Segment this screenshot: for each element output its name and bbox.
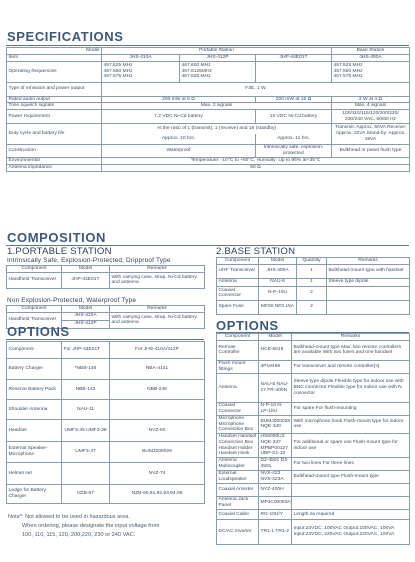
table-row	[7, 380, 205, 400]
opt-right-model: NYZ-400H	[259, 484, 292, 497]
options-right-header-row	[217, 334, 410, 341]
opt-left-remarks: NVZ-74	[110, 463, 205, 485]
table-row	[217, 510, 410, 520]
base-cell-model: N-P-10U	[259, 286, 297, 300]
environmental-label: Environmental	[7, 158, 102, 165]
base-cell-quantity: 2	[297, 300, 327, 314]
opt-left-remarks: BUMJ000029	[110, 442, 205, 463]
opt-right-component: Coaxial Connector	[217, 402, 259, 415]
base-cell-component: Coaxial Connector	[217, 286, 259, 300]
table-row	[217, 471, 410, 484]
duty-ratio: At the ratio of 1 (transmit), 1 (receive) and 18 (standby)	[102, 124, 332, 135]
emission-value: F3E, 1 W	[102, 82, 410, 96]
base-col-remarks: Remarks	[327, 258, 410, 265]
spec-row-emission	[7, 82, 410, 96]
tone-label: Tone squelch signals	[7, 103, 102, 110]
nonexp-header-row	[7, 306, 205, 313]
intrinsic-col-remarks: Remarks	[110, 266, 205, 273]
spec-row-duty	[7, 124, 410, 135]
opt-right-component: Flush mount fittings	[217, 360, 259, 373]
spec-row-power	[7, 110, 410, 124]
table-row	[7, 485, 205, 504]
model-jhs-412p: JHS-412P	[180, 54, 256, 61]
power-portable: 7.2 VDC Ni-Cd battery	[102, 110, 256, 124]
model-jhp-44e01t: JHP-44E01T	[256, 54, 332, 61]
opt-col-component: Component	[217, 334, 259, 341]
spec-row-construction	[7, 145, 410, 158]
opt-right-component: Coaxial Arrester	[217, 484, 259, 497]
impedance-value: 50 Ω	[102, 164, 410, 171]
duty-410: Approx. 10 hrs.	[102, 134, 256, 145]
freq-410-2: 457.550 MHz	[103, 68, 133, 74]
freq-410-3: 457.575 MHz	[103, 74, 133, 80]
table-row	[7, 463, 205, 485]
table-row	[217, 373, 410, 402]
portable-station-label: Portable Station	[102, 48, 332, 55]
opt-right-remarks: For additional or spare use Flush-mount type for indoor use	[292, 434, 410, 458]
base-cell-component: Antenna	[217, 278, 259, 286]
model-jhs-410a: JHS-410A	[102, 54, 180, 61]
opt-right-model: N-P-10 N-LP-10U	[259, 402, 292, 415]
duty-label: Duty cycle and battery life	[7, 124, 102, 145]
nonexp-heading: Non Explosion-Protected, Waterproof Type	[7, 297, 137, 304]
nonexp-remarks: With carrying case, strap, Ni-Cd battery and antenna	[110, 312, 205, 328]
freq-400-1: 457.525 MHz	[333, 62, 363, 68]
base-col-component: Component	[217, 258, 259, 265]
base-cell-component: Spare Fuse	[217, 300, 259, 314]
base-cell-remarks	[327, 300, 410, 314]
opt-left-model	[62, 463, 110, 485]
opt-left-model: UMF3-37	[62, 442, 110, 463]
composition-title: COMPOSITION	[7, 230, 107, 245]
opt-col-remarks: Remarks	[292, 334, 410, 341]
construction-label: Construction	[7, 145, 102, 158]
impedance-label: Antenna impedance	[7, 164, 102, 171]
emission-label: Type of emission and power output	[7, 82, 102, 96]
base-col-model: Model	[259, 258, 297, 265]
opt-right-model: HS6000U3 NQE-347 MPBP00127 UBP-S1-10	[259, 434, 292, 458]
portable-station-heading: 1.PORTABLE STATION	[7, 246, 112, 257]
nonexp-col-remarks: Remarks	[110, 306, 205, 313]
opt-right-component: Microphone Microphone Connection Box	[217, 415, 259, 433]
table-row	[217, 360, 410, 373]
footnote-line-1: Note*: Not allowed to be used in hazardous area.	[8, 514, 130, 520]
opt-right-model: D2-4501 D3-4501	[259, 458, 292, 471]
opt-right-remarks: Input:24VDC, 100VAC Output:100VAC, 100VA Input:24VDC, 220VAC Output:220VAC, 100VA	[292, 520, 410, 545]
model-label: Model	[7, 48, 102, 55]
options-title-right: OPTIONS	[216, 318, 279, 333]
opt-left-component: Headset	[7, 420, 62, 442]
options-title-left: OPTIONS	[7, 324, 70, 339]
item-label: Item	[7, 54, 102, 61]
duty-base: Transmit: Approx. 50VA Receive: Approx. 22VA Stand-by: Approx. 19VA	[332, 124, 410, 145]
spec-model-row	[7, 54, 410, 61]
construction-base: Bulkhead or panel flush type	[332, 145, 410, 158]
opt-left-component: Battery Charger	[7, 359, 62, 380]
table-row	[7, 312, 205, 320]
freq-400-2: 457.550 MHz	[333, 68, 363, 74]
construction-44: Intrinsically safe, explosion-protected	[256, 145, 332, 158]
intrinsic-col-model: Model	[62, 266, 110, 273]
options-rule-left	[6, 339, 204, 340]
opt-right-model: NCE-6019	[259, 340, 292, 360]
opt-right-model: TR1-1 TR1-2	[259, 520, 292, 545]
opt-right-remarks: For transceiver and remote controller(s)	[292, 360, 410, 373]
intrinsic-remarks: With carrying case, strap, Ni-Cd battery and antenna	[110, 272, 205, 288]
table-row	[217, 484, 410, 497]
rated-portable: 200 mW at 8 Ω	[102, 96, 256, 103]
spec-row-frequencies	[7, 61, 410, 82]
rated-base: 2 W at 4 Ω	[332, 96, 410, 103]
opt-left-model: *NBB-146	[62, 359, 110, 380]
rated-label: Rated audio output	[7, 96, 102, 103]
opt-right-remarks: Bulkhead-mount type Max. two remote controllers are available With two fuses and one handset	[292, 340, 410, 360]
environmental-value: Temperature: -10°C to +50°C, Humidity: Up to 95% at+35°C	[102, 158, 410, 165]
intrinsic-component: Handheld Transceiver	[7, 272, 62, 288]
opt-left-component: Component	[7, 342, 62, 359]
opt-right-component: Antenna	[217, 373, 259, 402]
spec-header-row	[7, 48, 410, 55]
opt-left-component: Helmet set	[7, 463, 62, 485]
tone-portable: Max. 2 signals	[102, 103, 332, 110]
spec-row-environmental	[7, 158, 410, 165]
table-row	[217, 434, 410, 458]
base-cell-quantity: 2	[297, 286, 327, 300]
intrinsic-heading: Intrinsically Safe, Explosion-Protected, Dripproof Type	[7, 257, 171, 264]
base-cell-quantity: 1	[297, 278, 327, 286]
base-cell-quantity: 1	[297, 264, 327, 278]
specifications-table	[6, 47, 410, 172]
table-row	[7, 272, 205, 288]
base-cell-model: JHS-400A	[259, 264, 297, 278]
opt-right-model: NAU-5 NAU-17 FR-400N	[259, 373, 292, 402]
duty-44: Approx. 11 hrs.	[256, 134, 332, 145]
table-row	[7, 442, 205, 463]
freq-label: Operating frequencies	[7, 61, 102, 82]
opt-left-model: NBB-143	[62, 380, 110, 400]
opt-right-component: External Loudspeaker	[217, 471, 259, 484]
opt-right-remarks: Length as required	[292, 510, 410, 520]
opt-right-remarks: Sleeve type dipole Flexible type for indoor use with BNC connector Flexible type for indoor use with N connector	[292, 373, 410, 402]
base-station-label: Base Station	[332, 48, 410, 55]
base-col-quantity: Quantity	[297, 258, 327, 265]
base-cell-remarks: Bulkhead-mount type with handset	[327, 264, 410, 278]
opt-right-remarks: For two lines For three lines	[292, 458, 410, 471]
table-row	[217, 497, 410, 510]
base-cell-remarks: Sleeve type dipole	[327, 278, 410, 286]
base-station-heading: 2.BASE STATION	[216, 246, 296, 257]
opt-right-remarks	[292, 484, 410, 497]
options-left-table	[6, 341, 205, 504]
opt-right-remarks	[292, 497, 410, 510]
opt-left-remarks: NZB-90,91,92,93,94,95	[110, 485, 205, 504]
base-station-table	[216, 257, 410, 315]
nonexp-col-model: Model	[62, 306, 110, 313]
power-base: 100/110/115/120/200/220/ 230/240 VAC, 50/60 Hz	[332, 110, 410, 124]
table-row	[217, 458, 410, 471]
intrinsic-table	[6, 265, 205, 289]
table-row	[7, 342, 205, 359]
opt-left-model: UMF3-35 UMF3-38	[62, 420, 110, 442]
table-row	[217, 264, 410, 278]
opt-left-component: Shoulder Antenna	[7, 400, 62, 420]
opt-left-remarks: NBA-4141	[110, 359, 205, 380]
opt-right-component: Coaxial Cable	[217, 510, 259, 520]
table-row	[217, 415, 410, 433]
opt-right-model: BUMJ000028 NQE-340	[259, 415, 292, 433]
opt-right-component: Antenna Multicoupler	[217, 458, 259, 471]
intrinsic-header-row	[7, 266, 205, 273]
model-jhs-400a: JHS-400A	[332, 54, 410, 61]
nonexp-component: Handheld Transceiver	[7, 312, 62, 328]
freq-410-1: 457.525 MHz	[103, 62, 133, 68]
footnote-line-2: When ordering, please designate the input voltage from	[22, 523, 160, 529]
opt-left-component: External Speaker-Microphone	[7, 442, 62, 463]
power-label: Power requirement	[7, 110, 102, 124]
table-row	[217, 286, 410, 300]
opt-col-model: Model	[259, 334, 292, 341]
rated-44: 200 mW at 16 Ω	[256, 96, 332, 103]
opt-right-model: MPJC00083A	[259, 497, 292, 510]
opt-right-model: NVS-423 NVS-423A	[259, 471, 292, 484]
specifications-rule	[6, 45, 409, 46]
intrinsic-col-component: Component	[7, 266, 62, 273]
freq-412-2: 467.6125MHz	[181, 68, 212, 74]
opt-left-remarks: NVZ-60	[110, 420, 205, 442]
opt-right-model: 4P16498	[259, 360, 292, 373]
freq-400-3: 457.575 MHz	[333, 74, 363, 80]
freq-412-3: 467.625 MHz	[181, 74, 211, 80]
base-header-row	[217, 258, 410, 265]
opt-left-remarks: For JHS-410A/412P	[110, 342, 205, 359]
opt-right-component: Handset Handset Connection Box Handset Holder Handset Hook	[217, 434, 259, 458]
nonexp-model-412: JHS-412P	[62, 320, 110, 328]
opt-right-component: Remote Controller	[217, 340, 259, 360]
table-row	[217, 278, 410, 286]
nonexp-model-410: JHS-410A	[62, 312, 110, 320]
freq-44-empty	[256, 61, 332, 82]
spec-row-tone	[7, 103, 410, 110]
table-row	[217, 520, 410, 545]
base-cell-remarks	[327, 286, 410, 300]
opt-right-remarks: Bulkhead-mount type Flush-mount type	[292, 471, 410, 484]
opt-left-remarks	[110, 400, 205, 420]
intrinsic-model: JHP-44E01T	[62, 272, 110, 288]
opt-left-remarks: NBB-248	[110, 380, 205, 400]
opt-left-model: NZB-67	[62, 485, 110, 504]
opt-left-component: Ledge for Battery Charger	[7, 485, 62, 504]
options-right-table	[216, 333, 410, 545]
opt-left-component: Reserve Battery Pack	[7, 380, 62, 400]
freq-412-1: 467.600 MHz	[181, 62, 211, 68]
construction-410: Waterproof	[102, 145, 256, 158]
opt-right-component: Antenna Jack Panel	[217, 497, 259, 510]
table-row	[7, 420, 205, 442]
opt-right-component: DC/AC Inverter	[217, 520, 259, 545]
opt-right-model: RG-10U/Y	[259, 510, 292, 520]
power-44: 10 VDC Ni-Cd battery	[256, 110, 332, 124]
opt-left-model: For JHP-44E01T	[62, 342, 110, 359]
base-cell-component: UHF Transceiver	[217, 264, 259, 278]
table-row	[7, 359, 205, 380]
base-cell-model: MF60 NF0.15A	[259, 300, 297, 314]
spec-row-rated-audio	[7, 96, 410, 103]
table-row	[217, 340, 410, 360]
spec-row-impedance	[7, 164, 410, 171]
base-cell-model: NAU-6	[259, 278, 297, 286]
specifications-title: SPECIFICATIONS	[7, 29, 124, 44]
table-row	[217, 402, 410, 415]
tone-base: Max. 4 signals	[332, 103, 410, 110]
table-row	[217, 300, 410, 314]
opt-left-model: NAU-11	[62, 400, 110, 420]
nonexp-col-component: Component	[7, 306, 62, 313]
opt-right-remarks: For spare For flush-mounting	[292, 402, 410, 415]
table-row	[7, 400, 205, 420]
opt-right-remarks: With microphone hook Flush-mount type for indoor use	[292, 415, 410, 433]
footnote-line-3: 100, 110, 115, 120, 200,220, 230 or 240 VAC.	[22, 532, 136, 538]
